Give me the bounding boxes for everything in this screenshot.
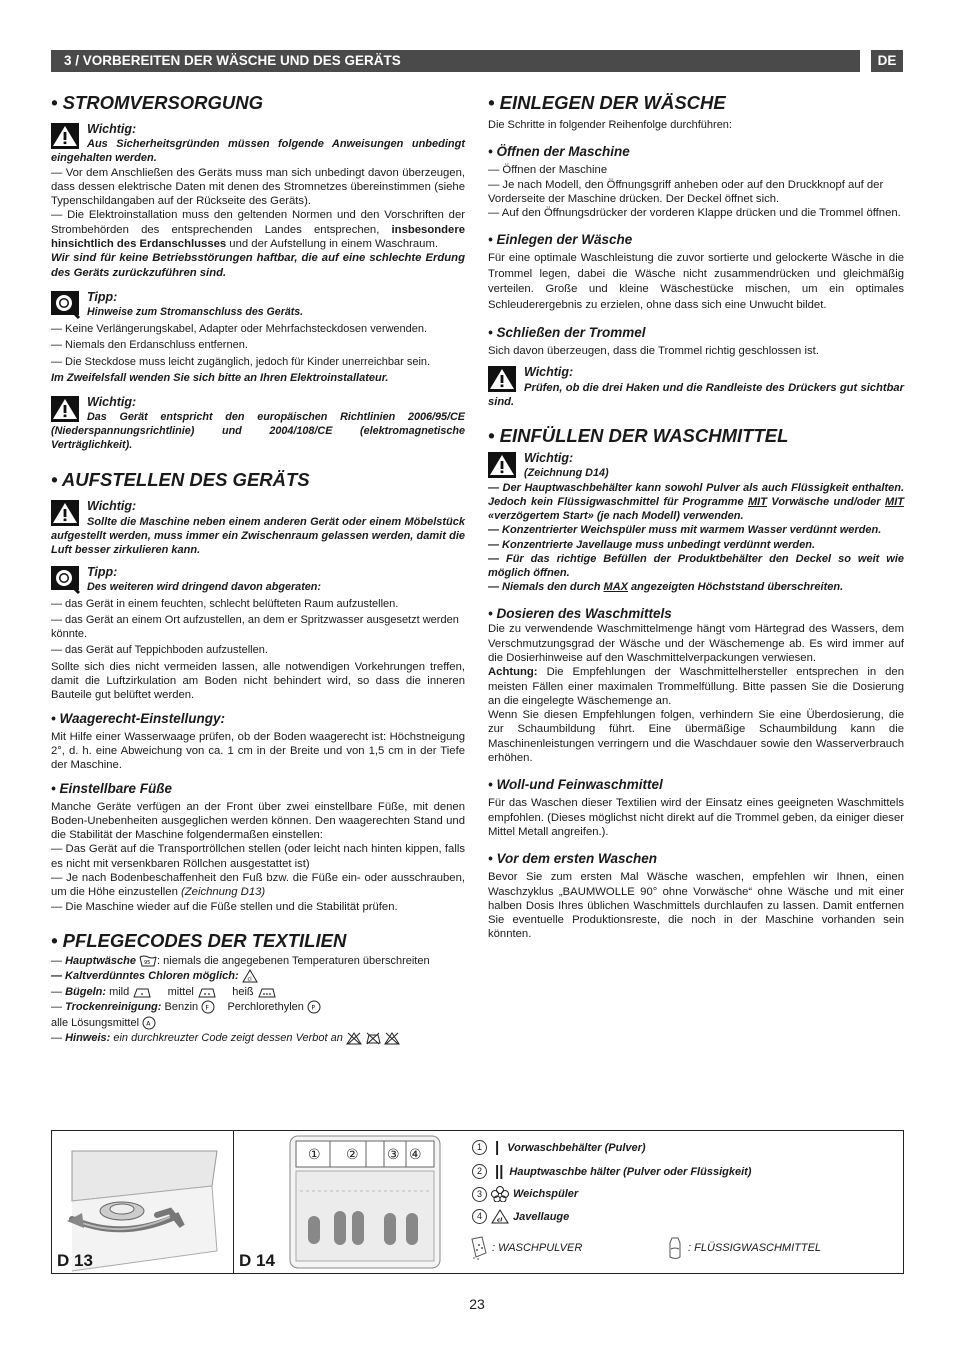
list-item: — das Gerät in einem feuchten, schlecht belüfteten Raum aufzustellen. xyxy=(51,597,399,610)
legend-number: 1 xyxy=(472,1140,487,1155)
svg-text:A: A xyxy=(146,1020,151,1028)
legend-label: Javellauge xyxy=(513,1210,570,1223)
list-item: — Konzentrierter Weichspüler muss mit warmem Wasser verdünnt werden. xyxy=(488,524,882,537)
figure-panel xyxy=(51,1130,904,1274)
subheading: • Einstellbare Füße xyxy=(51,780,173,796)
text-underline: MAX xyxy=(603,581,628,594)
magnifier-icon xyxy=(51,291,81,319)
warning-text: Aus Sicherheitsgründen müssen folgende Anweisungen unbedingt eingehalten werden. xyxy=(51,138,465,164)
right-column xyxy=(488,92,904,942)
figure-reference: (Zeichnung D13) xyxy=(181,886,266,899)
paragraph: — Vor dem Anschließen des Geräts muss man sich unbedingt davon überzeugen, dass dessen elektrische Daten mit denen des Stromnetzes übereinstimmen (siehe Typenschildangaben auf der Rückseite des Geräts). xyxy=(51,166,465,208)
dryclean-f-icon xyxy=(201,1000,215,1014)
paragraph: Manche Geräte verfügen an der Front über zwei einstellbare Füße, mit denen Boden-Unebenheiten ausgeglichen werden können. Den waagerechten Stand und die Stabilität der Maschine folgendermaßen einstellen: xyxy=(51,800,465,842)
warning-title: Wichtig: xyxy=(524,450,574,465)
care-line xyxy=(51,1031,465,1047)
tip-title: Tipp: xyxy=(87,289,118,304)
single-bar-icon: | xyxy=(495,1139,500,1156)
figure-label: D 13 xyxy=(57,1251,93,1270)
tip-text: Hinweise zum Stromanschluss des Geräts. xyxy=(87,305,304,318)
warning-box xyxy=(488,365,904,395)
text: heiß xyxy=(232,985,254,998)
section-header: 3 / VORBEREITEN DER WÄSCHE UND DES GERÄTS xyxy=(51,50,860,72)
paragraph: — Auf den Öffnungsdrücker der vorderen Klappe drücken und die Trommel öffnen. xyxy=(488,207,901,220)
svg-text:cl: cl xyxy=(497,1217,503,1224)
figure-label: D 14 xyxy=(239,1251,275,1270)
crossed-triangle-icon xyxy=(384,1032,400,1045)
svg-text:F: F xyxy=(205,1004,210,1012)
warning-icon xyxy=(51,500,79,526)
paragraph xyxy=(51,871,465,900)
legend-number: 2 xyxy=(472,1164,487,1179)
warning-list xyxy=(488,481,904,595)
warning-box xyxy=(488,451,904,481)
warning-title: Wichtig: xyxy=(87,122,137,136)
text-underline: MIT xyxy=(748,495,767,508)
text: mittel xyxy=(167,985,194,998)
text: Die Empfehlungen der Waschmittelhersteller entsprechen in den meisten Fällen einer maximalen Trommelfüllung. Bitte passen Sie die Dosierung an die eingelegte Wäschemenge an. xyxy=(488,666,904,707)
paragraph: Sollte sich dies nicht vermeiden lassen, alle notwendigen Vorkehrungen treffen, damit die Luftzirkulation am Boden nicht behindert wird, so dass die inneren Bauteile gut belüftet werden. xyxy=(51,660,465,702)
paragraph: Sich davon überzeugen, dass die Trommel richtig geschlossen ist. xyxy=(488,345,819,358)
list-item: — Konzentrierte Javellauge muss unbedingt verdünnt werden. xyxy=(488,538,816,551)
list-item: Im Zweifelsfall wenden Sie sich bitte an Ihren Elektroinstallateur. xyxy=(51,371,389,384)
legend-item xyxy=(472,1209,569,1224)
warning-icon xyxy=(488,452,516,478)
paragraph: — Das Gerät auf die Transportröllchen stellen (oder leicht nach hinten kippen, falls es nicht mit versenkbaren Röllchen ausgestattet ist) xyxy=(51,843,465,870)
warning-box xyxy=(51,395,465,425)
chlorine-triangle-icon xyxy=(242,969,258,983)
subheading: • Dosieren des Waschmittels xyxy=(488,606,672,622)
liquid-legend xyxy=(664,1235,821,1261)
heading-einlegen: • EINLEGEN DER WÄSCHE xyxy=(488,92,726,113)
paragraph: — Öffnen der Maschine xyxy=(488,164,608,177)
chlorine-triangle-icon xyxy=(491,1209,509,1224)
text-bold: Trockenreinigung: xyxy=(65,1001,162,1014)
iron-mild-icon xyxy=(132,986,152,998)
subheading: • Öffnen der Maschine xyxy=(488,144,630,160)
text: Vorwäsche und/oder xyxy=(766,495,886,508)
powder-legend xyxy=(468,1235,582,1261)
powder-icon xyxy=(468,1235,492,1261)
warning-box xyxy=(51,499,465,529)
legend-number: 4 xyxy=(472,1209,487,1224)
text-bold: Hauptwäsche xyxy=(65,954,136,967)
warning-icon xyxy=(51,123,79,149)
text: Perchlorethylen xyxy=(227,1001,304,1014)
text: : niemals die angegebenen Temperaturen überschreiten xyxy=(157,954,430,967)
care-line xyxy=(51,985,465,1001)
text: — Der Hauptwaschbehälter kann sowohl Pulver als auch Flüssigkeit enthalten. Jedoch kein Flüssigwaschmittel für Programme xyxy=(488,481,904,508)
figure-reference: (Zeichnung D14) xyxy=(524,466,609,479)
legend-label: Hauptwaschbe hälter (Pulver oder Flüssigkeit) xyxy=(509,1165,752,1178)
double-bar-icon: || xyxy=(495,1163,504,1180)
subheading: • Schließen der Trommel xyxy=(488,325,646,341)
text: mild xyxy=(106,985,130,998)
warning-title: Wichtig: xyxy=(524,364,574,379)
warning-text: Das Gerät entspricht den europäischen Richtlinien 2006/95/CE (Niederspannungsrichtlinie) und 2004/108/CE (elektromagnetische Verträglichkeit). xyxy=(51,411,465,451)
heading-stromversorgung: • STROMVERSORGUNG xyxy=(51,92,264,113)
care-line xyxy=(51,1000,465,1016)
tip-box xyxy=(51,565,465,595)
subheading: • Einlegen der Wäsche xyxy=(488,232,633,248)
paragraph-emphasis: Wir sind für keine Betriebsstörungen haftbar, die auf eine schlechte Erdung des Geräts zurückzuführen sind. xyxy=(51,252,465,279)
legend-label: Weichspüler xyxy=(513,1188,579,1200)
list-item xyxy=(488,481,904,524)
legend-item xyxy=(472,1186,578,1202)
paragraph: Wenn Sie diesen Empfehlungen folgen, verhindern Sie eine Überdosierung, die zur Schaumbildung führt. Eine übermäßige Schaumbildung kann die Maschinenleistungen verringern und die Waschdauer sowie den Wasserverbrauch erhöhen. xyxy=(488,709,904,765)
svg-text:95: 95 xyxy=(144,959,151,966)
heading-einfuellen: • EINFÜLLEN DER WASCHMITTEL xyxy=(488,424,789,446)
legend-number: 3 xyxy=(472,1187,487,1202)
text: — xyxy=(51,954,66,967)
dryclean-p-icon xyxy=(307,1000,321,1014)
paragraph: — Je nach Modell, den Öffnungsgriff anheben oder auf den Druckknopf auf der Vorderseite der Maschine drücken. Der Deckel öffnet sich. xyxy=(488,178,884,205)
subheading: • Waagerecht-Einstellungy: xyxy=(51,710,226,726)
tray-number: ③ xyxy=(387,1147,400,1163)
subheading: • Woll-und Feinwaschmittel xyxy=(488,777,663,793)
care-line xyxy=(51,969,465,985)
paragraph xyxy=(488,665,904,708)
paragraph xyxy=(51,208,465,251)
subheading: • Vor dem ersten Waschen xyxy=(488,851,658,867)
text: — xyxy=(51,1001,66,1014)
warning-title: Wichtig: xyxy=(87,498,137,513)
warning-text: Sollte die Maschine neben einem anderen Gerät oder einem Möbelstück aufgestellt werden, muss immer ein Zwischenraum gelassen werden, damit die Luft besser zirkulieren kann. xyxy=(51,515,465,556)
crossed-triangle-icon xyxy=(346,1032,362,1045)
iron-medium-icon xyxy=(197,986,217,998)
powder-label: : WASCHPULVER xyxy=(492,1242,583,1254)
warning-box xyxy=(51,122,465,152)
heading-aufstellen: • AUFSTELLEN DES GERÄTS xyxy=(51,468,310,490)
text: «verzögertem Start» (je nach Modell) verwenden. xyxy=(488,510,744,523)
text: Benzin xyxy=(161,1001,199,1014)
text-underline: MIT xyxy=(885,495,904,508)
svg-text:P: P xyxy=(311,1004,316,1012)
text: alle Lösungsmittel xyxy=(51,1016,140,1029)
tip-text: Des weiteren wird dringend davon abgeraten: xyxy=(87,580,321,593)
paragraph: Für das Waschen dieser Textilien wird der Einsatz eines geeigneten Waschmittels empfohlen. (Dieses möglichst nicht direkt auf die Trommel geben, da einiger dieser Mittel Metall angreifen.). xyxy=(488,797,904,838)
list-item xyxy=(488,580,904,594)
care-line xyxy=(51,1016,465,1032)
tray-number: ① xyxy=(308,1147,321,1163)
svg-text:cl: cl xyxy=(247,976,252,983)
list-item: — das Gerät auf Teppichboden aufzustellen. xyxy=(51,644,268,657)
crossed-iron-icon xyxy=(365,1032,381,1045)
paragraph: Die zu verwendende Waschmittelmenge hängt vom Härtegrad des Wassers, dem Verschmutzungsgrad der Wäsche und der Wäschemenge ab. Es wird immer auf die Dosierhinweise auf den Waschmittelverpackungen verwiesen. xyxy=(488,623,904,664)
paragraph: — Die Maschine wieder auf die Füße stellen und die Stabilität prüfen. xyxy=(51,900,398,913)
text: — Je nach Bodenbeschaffenheit den Fuß bzw. die Füße ein- oder ausschrauben, um die Höhe einzustellen xyxy=(51,872,465,899)
magnifier-icon xyxy=(51,566,81,594)
paragraph: Die Schritte in folgender Reihenfolge durchführen: xyxy=(488,119,732,131)
text-bold: — Kaltverdünntes Chloren möglich: xyxy=(51,970,239,983)
warning-title: Wichtig: xyxy=(87,395,137,410)
flower-icon xyxy=(491,1186,509,1202)
paragraph: Für eine optimale Waschleistung die zuvor sortierte und gelockerte Wäsche in die Trommel legen, dabei die Wäsche nicht zusammendrücken und gleichmäßig verteilen. Große und kleine Wäschestücke mischen, um ein optimales Schleuderergebnis zu erzielen, ohne dass sich eine Unwucht bildet. xyxy=(488,252,904,311)
figure-d13 xyxy=(52,1131,234,1273)
text-bold: Hinweis: xyxy=(65,1032,111,1045)
figure-d14 xyxy=(234,1131,460,1273)
tray-number: ④ xyxy=(409,1147,422,1163)
list-item: — Für das richtige Befüllen der Produktbehälter den Deckel so weit wie möglich öffnen. xyxy=(488,552,904,579)
language-badge: DE xyxy=(871,50,903,72)
text-bold: Bügeln: xyxy=(65,985,107,998)
text: und der Aufstellung in einem Waschraum. xyxy=(226,238,438,251)
wash-tub-icon xyxy=(139,955,157,967)
text-bold: Achtung: xyxy=(488,666,538,679)
legend-item xyxy=(472,1139,646,1156)
liquid-label: : FLÜSSIGWASCHMITTEL xyxy=(688,1242,822,1254)
text: angezeigten Höchststand überschreiten. xyxy=(627,581,844,594)
tip-box xyxy=(51,290,465,320)
list-item: — Niemals den Erdanschluss entfernen. xyxy=(51,339,248,352)
iron-hot-icon xyxy=(257,986,277,998)
warning-icon xyxy=(51,396,79,422)
warning-icon xyxy=(488,366,516,392)
text-italic: ein durchkreuzter Code zeigt dessen Verbot an xyxy=(110,1032,343,1045)
liquid-bottle-icon xyxy=(664,1235,688,1261)
list-item: — Keine Verlängerungskabel, Adapter oder Mehrfachsteckdosen verwenden. xyxy=(51,322,428,335)
text: — Niemals den durch xyxy=(488,581,604,594)
paragraph: Bevor Sie zum ersten Mal Wäsche waschen, empfehlen wir Ihnen, einen Waschzyklus „BAUMWOLLE 90° ohne Vorwäsche“ ohne Wäsche und mit einer halben Dosis Ihres üblichen Waschmittels durchlaufen zu lassen. Damit entfernen Sie eventuelle Produktionsreste, die noch in der Maschine vorhanden sein könnten. xyxy=(488,871,904,941)
list-item: — Die Steckdose muss leicht zugänglich, jedoch für Kinder unerreichbar sein. xyxy=(51,355,431,368)
paragraph: Mit Hilfe einer Wasserwaage prüfen, ob der Boden waagerecht ist: Höchstneigung 2°, d. h. eine Abweichung von ca. 1 cm in der Breite und von 1,5 cm in der Tiefe der Maschine. xyxy=(51,730,465,772)
heading-pflegecodes: • PFLEGECODES DER TEXTILIEN xyxy=(51,929,347,951)
dryclean-a-icon xyxy=(142,1016,156,1030)
left-column xyxy=(51,92,465,1047)
legend-label: Vorwaschbehälter (Pulver) xyxy=(507,1141,646,1154)
legend-item xyxy=(472,1163,751,1180)
text: — xyxy=(51,985,66,998)
tray-number: ② xyxy=(346,1147,359,1163)
list-item: — das Gerät an einem Ort aufzustellen, an dem er Spritzwasser ausgesetzt werden könnte. xyxy=(51,613,459,641)
tip-title: Tipp: xyxy=(87,564,118,579)
text-bold: insbesondere hinsichtlich des Erdanschlusses xyxy=(51,223,465,251)
text: — Die Elektroinstallation muss den geltenden Normen und den Vorschriften der Strombehörden des entsprechenden Landes entsprechen, xyxy=(51,209,465,236)
page-number: 23 xyxy=(469,1296,485,1312)
care-line xyxy=(51,954,465,970)
warning-text: Prüfen, ob die drei Haken und die Randleiste des Drückers gut sichtbar sind. xyxy=(488,381,904,408)
text: — xyxy=(51,1032,66,1045)
